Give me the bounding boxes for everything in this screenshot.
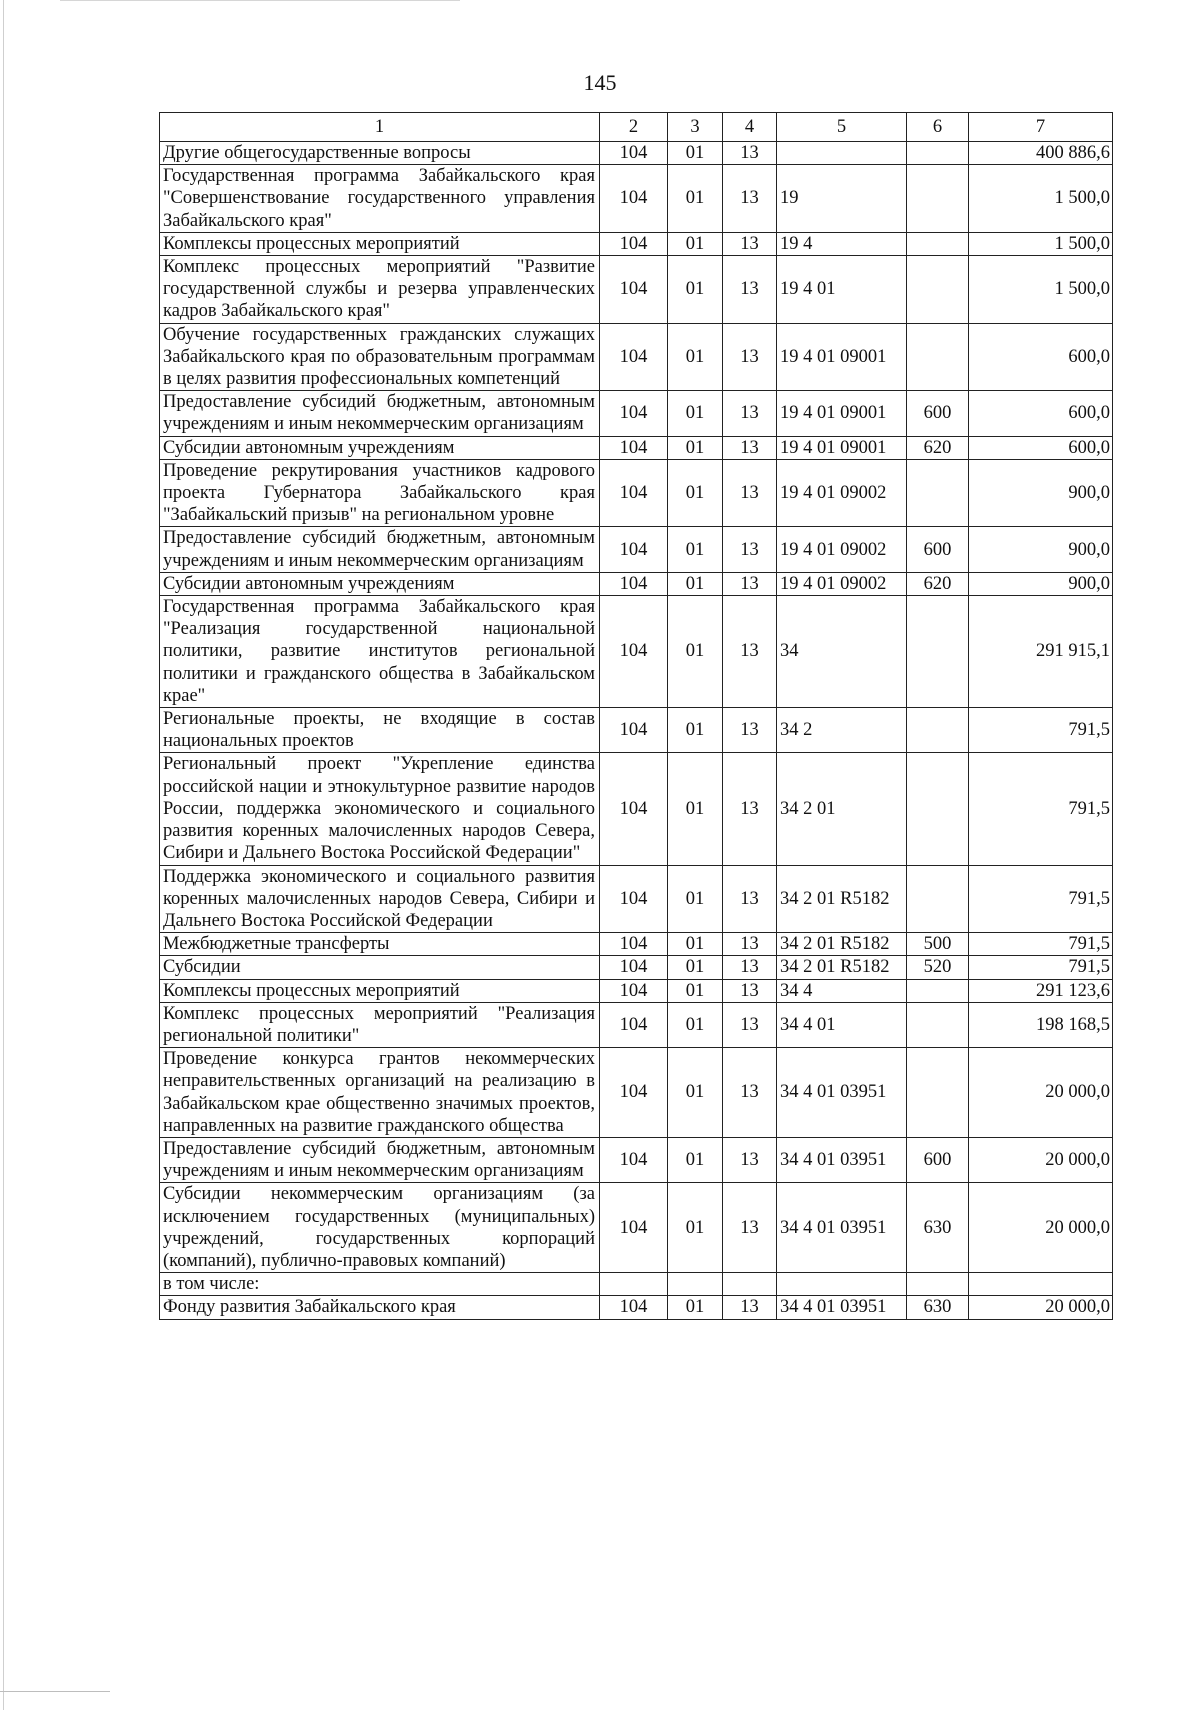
row-target-code: 34 4 01 03951: [777, 1296, 907, 1319]
row-section: 104: [600, 933, 668, 956]
row-amount: 600,0: [969, 391, 1113, 436]
row-target-code: 34 2: [777, 708, 907, 753]
row-subsection-a: 01: [668, 1296, 723, 1319]
table-row: [160, 1183, 1113, 1273]
row-name: Фонду развития Забайкальского края: [160, 1296, 600, 1319]
row-name: Проведение рекрутирования участников кадрового проекта Губернатора Забайкальского края "Забайкальский призыв" на региональном уровне: [160, 459, 600, 527]
row-name: Субсидии: [160, 956, 600, 979]
row-expense-type: [907, 323, 969, 391]
row-name: Комплексы процессных мероприятий: [160, 979, 600, 1002]
row-expense-type: 600: [907, 391, 969, 436]
row-section: 104: [600, 956, 668, 979]
row-subsection-b: 13: [723, 933, 777, 956]
row-section: 104: [600, 436, 668, 459]
row-section: 104: [600, 256, 668, 324]
row-section: 104: [600, 865, 668, 933]
table-row: [160, 1296, 1113, 1319]
row-subsection-b: 13: [723, 165, 777, 233]
row-subsection-b: [723, 1273, 777, 1296]
row-subsection-a: 01: [668, 232, 723, 255]
table-body: [160, 142, 1113, 1320]
row-expense-type: 600: [907, 1137, 969, 1182]
row-section: 104: [600, 459, 668, 527]
table-header-row: [160, 113, 1113, 142]
row-name: в том числе:: [160, 1273, 600, 1296]
row-amount: 291 123,6: [969, 979, 1113, 1002]
row-target-code: 19 4 01 09001: [777, 436, 907, 459]
row-target-code: 34: [777, 596, 907, 708]
row-name: Межбюджетные трансферты: [160, 933, 600, 956]
row-subsection-b: 13: [723, 979, 777, 1002]
row-subsection-a: 01: [668, 572, 723, 595]
row-amount: 791,5: [969, 753, 1113, 865]
row-subsection-a: 01: [668, 596, 723, 708]
table-row: [160, 323, 1113, 391]
row-amount: 791,5: [969, 865, 1113, 933]
row-target-code: 34 2 01 R5182: [777, 956, 907, 979]
row-amount: 900,0: [969, 572, 1113, 595]
row-name: Предоставление субсидий бюджетным, автономным учреждениям и иным некоммерческим организациям: [160, 391, 600, 436]
row-subsection-b: 13: [723, 436, 777, 459]
row-subsection-b: 13: [723, 459, 777, 527]
row-amount: 1 500,0: [969, 232, 1113, 255]
row-subsection-a: 01: [668, 753, 723, 865]
row-amount: 900,0: [969, 459, 1113, 527]
row-section: 104: [600, 142, 668, 165]
row-target-code: 34 4 01 03951: [777, 1048, 907, 1138]
table-row: [160, 1048, 1113, 1138]
row-subsection-a: 01: [668, 1002, 723, 1047]
budget-table: [159, 112, 1113, 1320]
row-target-code: 19: [777, 165, 907, 233]
page-number: 145: [583, 70, 617, 95]
column-header: 6: [907, 113, 969, 142]
row-subsection-b: 13: [723, 956, 777, 979]
row-subsection-a: 01: [668, 165, 723, 233]
table-row: [160, 391, 1113, 436]
row-subsection-b: 13: [723, 391, 777, 436]
column-header: 5: [777, 113, 907, 142]
row-target-code: 19 4 01 09002: [777, 527, 907, 572]
row-name: Субсидии автономным учреждениям: [160, 572, 600, 595]
table-row: [160, 956, 1113, 979]
row-section: 104: [600, 596, 668, 708]
row-section: [600, 1273, 668, 1296]
row-target-code: 19 4 01 09001: [777, 391, 907, 436]
row-section: 104: [600, 572, 668, 595]
row-expense-type: [907, 1048, 969, 1138]
column-header: 2: [600, 113, 668, 142]
row-section: 104: [600, 1183, 668, 1273]
row-section: 104: [600, 527, 668, 572]
row-subsection-b: 13: [723, 232, 777, 255]
row-subsection-b: 13: [723, 1048, 777, 1138]
table-row: [160, 596, 1113, 708]
row-subsection-a: 01: [668, 708, 723, 753]
row-target-code: 34 2 01 R5182: [777, 865, 907, 933]
row-target-code: 34 2 01: [777, 753, 907, 865]
row-name: Предоставление субсидий бюджетным, автономным учреждениям и иным некоммерческим организациям: [160, 1137, 600, 1182]
row-expense-type: 630: [907, 1296, 969, 1319]
column-header: 7: [969, 113, 1113, 142]
row-subsection-a: 01: [668, 1183, 723, 1273]
row-target-code: 19 4 01: [777, 256, 907, 324]
row-amount: 791,5: [969, 933, 1113, 956]
row-subsection-b: 13: [723, 1002, 777, 1047]
row-expense-type: [907, 1273, 969, 1296]
row-name: Государственная программа Забайкальского края "Совершенствование государственного управления Забайкальского края": [160, 165, 600, 233]
row-expense-type: [907, 708, 969, 753]
row-subsection-a: 01: [668, 979, 723, 1002]
row-name: Предоставление субсидий бюджетным, автономным учреждениям и иным некоммерческим организациям: [160, 527, 600, 572]
table-row: [160, 142, 1113, 165]
row-amount: 291 915,1: [969, 596, 1113, 708]
row-subsection-b: 13: [723, 323, 777, 391]
row-expense-type: [907, 232, 969, 255]
row-name: Комплекс процессных мероприятий "Реализация региональной политики": [160, 1002, 600, 1047]
row-subsection-b: 13: [723, 1296, 777, 1319]
row-target-code: 19 4 01 09001: [777, 323, 907, 391]
row-name: Обучение государственных гражданских служащих Забайкальского края по образовательным программам в целях развития профессиональных компетенций: [160, 323, 600, 391]
row-amount: 198 168,5: [969, 1002, 1113, 1047]
row-target-code: 19 4 01 09002: [777, 572, 907, 595]
row-name: Субсидии некоммерческим организациям (за исключением государственных (муниципальных) учреждений, государственных корпораций (компаний), публично-правовых компаний): [160, 1183, 600, 1273]
row-expense-type: [907, 165, 969, 233]
row-name: Комплекс процессных мероприятий "Развитие государственной службы и резерва управленческих кадров Забайкальского края": [160, 256, 600, 324]
row-amount: 400 886,6: [969, 142, 1113, 165]
row-section: 104: [600, 1137, 668, 1182]
table-row: [160, 979, 1113, 1002]
row-subsection-a: 01: [668, 527, 723, 572]
row-name: Проведение конкурса грантов некоммерческих неправительственных организаций на реализацию в Забайкальском крае общественно значимых проектов, направленных на развитие гражданского общества: [160, 1048, 600, 1138]
row-target-code: 34 4 01: [777, 1002, 907, 1047]
row-amount: 600,0: [969, 436, 1113, 459]
scan-edge-top: [60, 0, 460, 1]
row-expense-type: [907, 596, 969, 708]
row-target-code: 19 4 01 09002: [777, 459, 907, 527]
row-section: 104: [600, 391, 668, 436]
row-expense-type: [907, 1002, 969, 1047]
row-amount: 791,5: [969, 956, 1113, 979]
row-subsection-a: [668, 1273, 723, 1296]
row-subsection-a: 01: [668, 436, 723, 459]
row-name: Субсидии автономным учреждениям: [160, 436, 600, 459]
row-name: Региональные проекты, не входящие в состав национальных проектов: [160, 708, 600, 753]
row-amount: 1 500,0: [969, 256, 1113, 324]
row-expense-type: [907, 979, 969, 1002]
row-subsection-a: 01: [668, 865, 723, 933]
row-target-code: [777, 142, 907, 165]
row-subsection-a: 01: [668, 459, 723, 527]
row-subsection-b: 13: [723, 865, 777, 933]
table-row: [160, 572, 1113, 595]
row-section: 104: [600, 165, 668, 233]
table-row: [160, 933, 1113, 956]
table-row: [160, 256, 1113, 324]
row-subsection-b: 13: [723, 708, 777, 753]
row-expense-type: [907, 865, 969, 933]
row-section: 104: [600, 323, 668, 391]
row-expense-type: 600: [907, 527, 969, 572]
row-expense-type: [907, 256, 969, 324]
row-target-code: 34 4: [777, 979, 907, 1002]
scan-edge-left: [3, 0, 4, 1710]
row-subsection-b: 13: [723, 527, 777, 572]
table-row: [160, 1137, 1113, 1182]
row-target-code: [777, 1273, 907, 1296]
row-subsection-a: 01: [668, 1137, 723, 1182]
row-subsection-a: 01: [668, 142, 723, 165]
row-name: Государственная программа Забайкальского края "Реализация государственной национальной политики, развитие институтов региональной политики и гражданского общества в Забайкальском крае": [160, 596, 600, 708]
scan-edge-bottom: [0, 1691, 110, 1692]
column-header: 4: [723, 113, 777, 142]
row-subsection-a: 01: [668, 956, 723, 979]
row-amount: 791,5: [969, 708, 1113, 753]
row-target-code: 34 2 01 R5182: [777, 933, 907, 956]
row-subsection-b: 13: [723, 572, 777, 595]
row-expense-type: 620: [907, 572, 969, 595]
row-name: Комплексы процессных мероприятий: [160, 232, 600, 255]
row-subsection-b: 13: [723, 596, 777, 708]
row-subsection-b: 13: [723, 142, 777, 165]
row-expense-type: 520: [907, 956, 969, 979]
row-section: 104: [600, 232, 668, 255]
row-subsection-b: 13: [723, 256, 777, 324]
table-row: [160, 436, 1113, 459]
row-section: 104: [600, 1002, 668, 1047]
row-subsection-b: 13: [723, 1137, 777, 1182]
row-amount: 900,0: [969, 527, 1113, 572]
row-amount: 1 500,0: [969, 165, 1113, 233]
row-amount: 20 000,0: [969, 1048, 1113, 1138]
row-subsection-a: 01: [668, 391, 723, 436]
row-subsection-b: 13: [723, 1183, 777, 1273]
row-section: 104: [600, 708, 668, 753]
row-expense-type: [907, 459, 969, 527]
table-row: [160, 1273, 1113, 1296]
row-expense-type: 500: [907, 933, 969, 956]
row-section: 104: [600, 753, 668, 865]
column-header: 1: [160, 113, 600, 142]
row-amount: 20 000,0: [969, 1296, 1113, 1319]
table-row: [160, 232, 1113, 255]
row-subsection-b: 13: [723, 753, 777, 865]
row-target-code: 34 4 01 03951: [777, 1183, 907, 1273]
row-target-code: 19 4: [777, 232, 907, 255]
row-expense-type: [907, 142, 969, 165]
table-row: [160, 165, 1113, 233]
table-row: [160, 865, 1113, 933]
row-subsection-a: 01: [668, 323, 723, 391]
row-expense-type: 620: [907, 436, 969, 459]
table-row: [160, 1002, 1113, 1047]
row-target-code: 34 4 01 03951: [777, 1137, 907, 1182]
row-name: Региональный проект "Укрепление единства российской нации и этнокультурное развитие народов России, поддержка экономического и социального развития коренных малочисленных народов Севера, Сибири и Дальнего Востока Российской Федерации": [160, 753, 600, 865]
column-header: 3: [668, 113, 723, 142]
row-expense-type: 630: [907, 1183, 969, 1273]
row-section: 104: [600, 979, 668, 1002]
row-amount: 20 000,0: [969, 1137, 1113, 1182]
table-row: [160, 708, 1113, 753]
row-section: 104: [600, 1296, 668, 1319]
row-name: Другие общегосударственные вопросы: [160, 142, 600, 165]
row-amount: [969, 1273, 1113, 1296]
row-amount: 600,0: [969, 323, 1113, 391]
table-row: [160, 753, 1113, 865]
row-subsection-a: 01: [668, 256, 723, 324]
row-name: Поддержка экономического и социального развития коренных малочисленных народов Севера, Сибири и Дальнего Востока Российской Федерации: [160, 865, 600, 933]
row-expense-type: [907, 753, 969, 865]
row-subsection-a: 01: [668, 1048, 723, 1138]
table-row: [160, 459, 1113, 527]
row-section: 104: [600, 1048, 668, 1138]
table-row: [160, 527, 1113, 572]
row-subsection-a: 01: [668, 933, 723, 956]
row-amount: 20 000,0: [969, 1183, 1113, 1273]
